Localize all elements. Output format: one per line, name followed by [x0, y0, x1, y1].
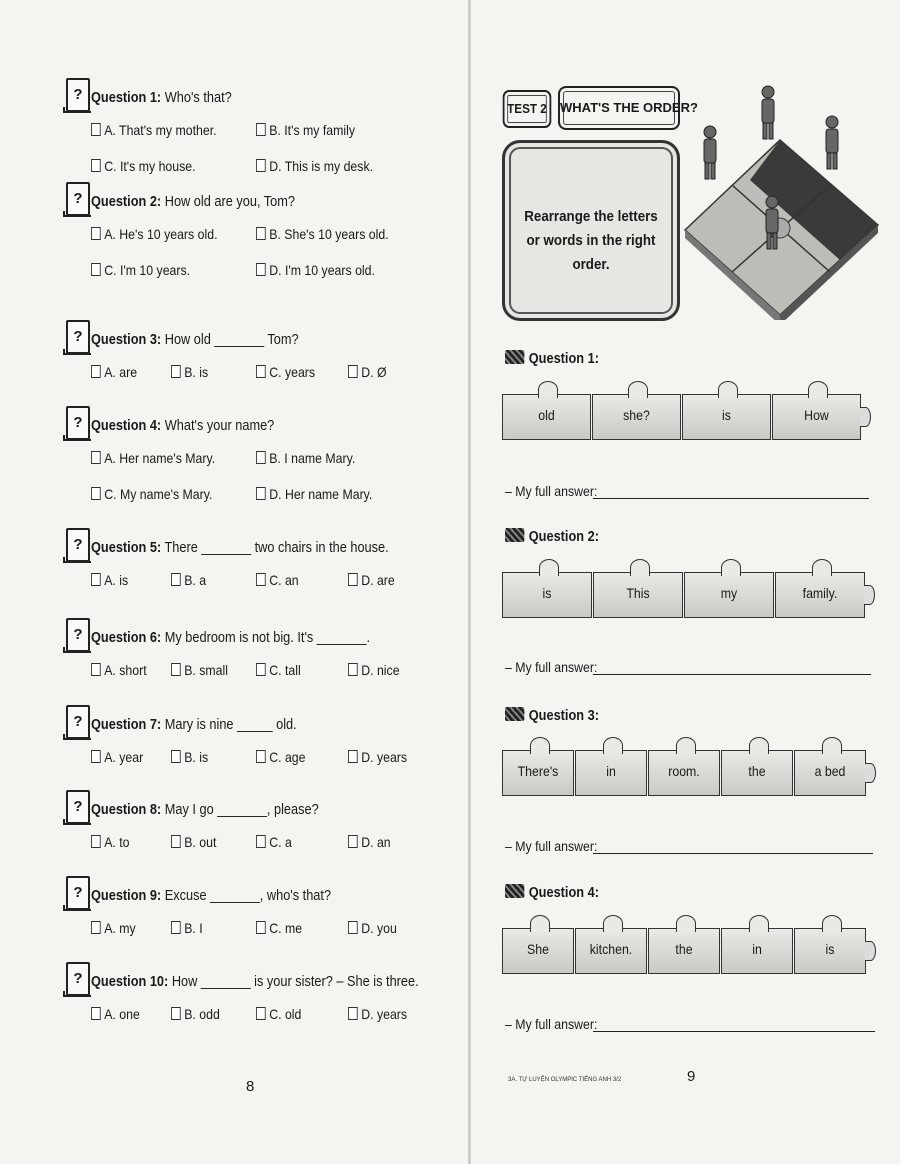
right-page-number: 9 — [687, 1068, 696, 1085]
question-text — [91, 90, 232, 106]
question-text — [91, 418, 274, 434]
option-label: D. you — [361, 920, 397, 936]
option-label: D. an — [361, 834, 391, 850]
option-d[interactable] — [256, 158, 373, 174]
answer-label: – My full answer: — [505, 838, 598, 854]
question-mark-icon: ? — [66, 705, 90, 739]
instruction-text: Rearrange the letters or words in the right order. — [524, 209, 658, 273]
option-label: C. an — [269, 572, 299, 588]
puzzle-word: kitchen. — [589, 941, 633, 957]
question-header — [66, 78, 456, 112]
option-b[interactable] — [171, 749, 208, 765]
option-label: A. year — [104, 749, 144, 765]
option-a[interactable] — [91, 572, 128, 588]
option-checkbox[interactable] — [348, 365, 358, 378]
piece-knob — [749, 915, 769, 932]
puzzle-question-title — [505, 528, 599, 545]
option-label: A. short — [104, 662, 147, 678]
option-b[interactable] — [171, 572, 206, 588]
option-c[interactable] — [91, 262, 190, 278]
option-label: D. years — [361, 1006, 408, 1022]
option-a[interactable] — [91, 920, 136, 936]
question-header — [66, 790, 456, 824]
answer-underline[interactable] — [593, 853, 873, 854]
puzzle-question-number: Question 3: — [528, 708, 599, 724]
question-text — [91, 540, 389, 556]
answer-options — [66, 112, 456, 182]
puzzle-piece-icon — [505, 707, 524, 721]
answer-field[interactable] — [505, 659, 871, 679]
question-prompt: May I go _______, please? — [161, 802, 319, 818]
puzzle-piece[interactable] — [648, 750, 720, 796]
puzzle-word: my — [720, 585, 738, 601]
option-checkbox[interactable] — [256, 921, 266, 934]
answer-options — [66, 354, 456, 390]
puzzle-word: in — [606, 763, 616, 779]
option-d[interactable] — [256, 262, 375, 278]
option-label: C. tall — [269, 662, 301, 678]
option-label: C. a — [269, 834, 292, 850]
option-checkbox[interactable] — [256, 159, 266, 172]
question-number: Question 1: — [91, 90, 162, 106]
piece-knob — [812, 559, 832, 576]
option-checkbox[interactable] — [171, 663, 181, 676]
option-checkbox[interactable] — [91, 365, 101, 378]
piece-knob — [822, 737, 842, 754]
answer-options — [66, 440, 456, 510]
question-number: Question 2: — [91, 194, 162, 210]
left-page-number: 8 — [246, 1078, 255, 1095]
option-checkbox[interactable] — [91, 663, 101, 676]
puzzle-piece-icon — [505, 528, 524, 542]
option-b[interactable] — [171, 1006, 220, 1022]
option-d[interactable] — [256, 486, 372, 502]
option-checkbox[interactable] — [91, 159, 101, 172]
option-b[interactable] — [256, 450, 355, 466]
question-text — [91, 802, 319, 818]
option-a[interactable] — [91, 834, 130, 850]
puzzle-piece[interactable] — [575, 928, 647, 974]
piece-knob — [603, 737, 623, 754]
piece-knob — [630, 559, 650, 576]
puzzle-piece[interactable] — [794, 750, 866, 796]
option-a[interactable] — [91, 662, 147, 678]
question-number: Question 3: — [91, 332, 162, 348]
option-checkbox[interactable] — [348, 663, 358, 676]
puzzle-word: old — [538, 407, 555, 423]
piece-knob — [808, 381, 828, 398]
question-mark-icon: ? — [66, 790, 90, 824]
option-label: B. odd — [184, 1006, 220, 1022]
puzzle-question-number: Question 1: — [528, 351, 599, 367]
footer-note: 3A. TỰ LUYỆN OLYMPIC TIẾNG ANH 3/2 — [508, 1077, 622, 1083]
puzzle-people-illustration — [680, 80, 880, 320]
puzzle-piece-icon — [505, 350, 524, 364]
question-number: Question 4: — [91, 418, 162, 434]
option-label: B. is — [184, 364, 209, 380]
question-1 — [66, 78, 456, 182]
option-checkbox[interactable] — [171, 1007, 181, 1020]
option-d[interactable] — [348, 572, 395, 588]
piece-knob — [530, 737, 550, 754]
option-label: B. a — [184, 572, 207, 588]
option-label: D. nice — [361, 662, 400, 678]
option-d[interactable] — [348, 662, 400, 678]
option-checkbox[interactable] — [348, 750, 358, 763]
option-label: C. old — [269, 1006, 302, 1022]
option-checkbox[interactable] — [256, 750, 266, 763]
answer-options — [66, 216, 456, 286]
puzzle-word: a bed — [814, 763, 846, 779]
option-label: B. small — [184, 662, 229, 678]
puzzle-piece[interactable] — [502, 750, 574, 796]
piece-tab — [865, 763, 876, 783]
question-mark-icon: ? — [66, 406, 90, 440]
puzzle-word: is — [825, 941, 835, 957]
puzzle-question-title — [505, 884, 599, 901]
answer-label: – My full answer: — [505, 483, 598, 499]
question-number: Question 6: — [91, 630, 162, 646]
option-a[interactable] — [91, 364, 137, 380]
option-label: C. years — [269, 364, 316, 380]
puzzle-word: room. — [668, 763, 700, 779]
puzzle-word: the — [748, 763, 766, 779]
puzzle-piece[interactable] — [772, 394, 861, 440]
question-text — [91, 974, 419, 990]
answer-field[interactable] — [505, 1016, 875, 1036]
option-label: A. my — [104, 920, 136, 936]
option-checkbox[interactable] — [256, 227, 266, 240]
piece-knob — [628, 381, 648, 398]
option-label: B. I name Mary. — [269, 450, 356, 466]
option-checkbox[interactable] — [171, 365, 181, 378]
option-checkbox[interactable] — [256, 451, 266, 464]
option-label: A. one — [104, 1006, 140, 1022]
question-9 — [66, 876, 456, 946]
option-checkbox[interactable] — [348, 921, 358, 934]
question-3 — [66, 320, 456, 390]
puzzle-piece[interactable] — [502, 928, 574, 974]
puzzle-piece[interactable] — [794, 928, 866, 974]
puzzle-piece-icon — [505, 884, 524, 898]
option-checkbox[interactable] — [171, 835, 181, 848]
test-label: TEST 2 — [503, 90, 552, 128]
option-label: D. years — [361, 749, 408, 765]
piece-knob — [718, 381, 738, 398]
option-checkbox[interactable] — [91, 750, 101, 763]
option-b[interactable] — [171, 920, 203, 936]
answer-field[interactable] — [505, 838, 873, 858]
option-checkbox[interactable] — [91, 227, 101, 240]
puzzle-word: family. — [802, 585, 838, 601]
option-checkbox[interactable] — [91, 263, 101, 276]
puzzle-word: in — [752, 941, 762, 957]
question-header — [66, 320, 456, 354]
option-label: A. is — [104, 572, 129, 588]
puzzle-question-number: Question 2: — [528, 529, 599, 545]
answer-options — [66, 996, 456, 1032]
question-prompt: Excuse _______, who's that? — [161, 888, 332, 904]
puzzle-piece[interactable] — [775, 572, 865, 618]
option-b[interactable] — [171, 662, 228, 678]
option-c[interactable] — [256, 364, 315, 380]
question-number: Question 8: — [91, 802, 162, 818]
piece-knob — [603, 915, 623, 932]
option-label: A. to — [104, 834, 130, 850]
option-b[interactable] — [171, 834, 216, 850]
puzzle-question-number: Question 4: — [528, 885, 599, 901]
option-a[interactable] — [91, 226, 217, 242]
piece-knob — [539, 559, 559, 576]
question-number: Question 5: — [91, 540, 162, 556]
puzzle-piece[interactable] — [721, 750, 793, 796]
piece-knob — [822, 915, 842, 932]
puzzle-row — [502, 572, 866, 618]
option-label: D. Her name Mary. — [269, 486, 373, 502]
piece-tab — [865, 941, 876, 961]
question-number: Question 7: — [91, 717, 162, 733]
puzzle-word: is — [542, 585, 552, 601]
option-c[interactable] — [256, 572, 299, 588]
puzzle-piece[interactable] — [502, 394, 591, 440]
puzzle-row — [502, 394, 864, 440]
answer-label: – My full answer: — [505, 1016, 598, 1032]
option-label: C. My name's Mary. — [104, 486, 213, 502]
puzzle-word: How — [804, 407, 829, 423]
piece-knob — [721, 559, 741, 576]
question-prompt: How old _______ Tom? — [161, 332, 299, 348]
answer-options — [66, 910, 456, 946]
option-checkbox[interactable] — [171, 573, 181, 586]
option-label: B. She's 10 years old. — [269, 226, 389, 242]
answer-options — [66, 652, 456, 688]
option-b[interactable] — [256, 122, 355, 138]
question-mark-icon: ? — [66, 528, 90, 562]
option-checkbox[interactable] — [256, 263, 266, 276]
option-label: D. are — [361, 572, 395, 588]
puzzle-piece[interactable] — [684, 572, 774, 618]
option-label: B. is — [184, 749, 209, 765]
option-c[interactable] — [91, 486, 212, 502]
instruction-box — [502, 140, 680, 321]
page-gutter — [468, 0, 471, 1164]
question-2 — [66, 182, 456, 286]
option-c[interactable] — [256, 920, 302, 936]
answer-options — [66, 562, 456, 598]
option-checkbox[interactable] — [256, 573, 266, 586]
option-checkbox[interactable] — [256, 1007, 266, 1020]
question-header — [66, 705, 456, 739]
option-label: D. Ø — [361, 364, 387, 380]
piece-tab — [860, 407, 871, 427]
option-d[interactable] — [348, 749, 407, 765]
piece-knob — [676, 737, 696, 754]
question-prompt: How _______ is your sister? – She is three. — [168, 974, 419, 990]
option-label: B. I — [184, 920, 203, 936]
question-text — [91, 888, 331, 904]
option-b[interactable] — [171, 364, 208, 380]
option-checkbox[interactable] — [256, 835, 266, 848]
question-7 — [66, 705, 456, 775]
puzzle-row — [502, 750, 868, 796]
option-c[interactable] — [256, 1006, 301, 1022]
option-checkbox[interactable] — [256, 663, 266, 676]
question-prompt: Mary is nine _____ old. — [161, 717, 297, 733]
question-text — [91, 717, 297, 733]
option-b[interactable] — [256, 226, 389, 242]
question-header — [66, 182, 456, 216]
answer-underline[interactable] — [593, 498, 869, 499]
puzzle-word: There's — [517, 763, 559, 779]
option-a[interactable] — [91, 450, 215, 466]
question-number: Question 9: — [91, 888, 162, 904]
option-checkbox[interactable] — [91, 921, 101, 934]
question-header — [66, 618, 456, 652]
question-header — [66, 406, 456, 440]
question-8 — [66, 790, 456, 860]
option-label: C. It's my house. — [104, 158, 196, 174]
piece-knob — [538, 381, 558, 398]
option-label: A. He's 10 years old. — [104, 226, 218, 242]
question-mark-icon: ? — [66, 876, 90, 910]
option-a[interactable] — [91, 749, 143, 765]
option-checkbox[interactable] — [91, 835, 101, 848]
puzzle-piece[interactable] — [592, 394, 681, 440]
option-label: A. Her name's Mary. — [104, 450, 216, 466]
question-mark-icon: ? — [66, 320, 90, 354]
puzzle-piece[interactable] — [593, 572, 683, 618]
option-d[interactable] — [348, 834, 391, 850]
option-checkbox[interactable] — [171, 750, 181, 763]
option-checkbox[interactable] — [91, 123, 101, 136]
question-prompt: My bedroom is not big. It's _______. — [161, 630, 371, 646]
option-label: B. out — [184, 834, 217, 850]
answer-underline[interactable] — [593, 674, 871, 675]
option-label: B. It's my family — [269, 122, 356, 138]
option-c[interactable] — [256, 749, 306, 765]
puzzle-piece[interactable] — [648, 928, 720, 974]
answer-label: – My full answer: — [505, 659, 598, 675]
question-mark-icon: ? — [66, 962, 90, 996]
puzzle-word: she? — [623, 407, 650, 423]
option-label: D. This is my desk. — [269, 158, 374, 174]
option-checkbox[interactable] — [348, 1007, 358, 1020]
puzzle-piece[interactable] — [502, 572, 592, 618]
option-c[interactable] — [256, 834, 292, 850]
option-checkbox[interactable] — [91, 1007, 101, 1020]
option-label: A. are — [104, 364, 138, 380]
puzzle-word: the — [675, 941, 693, 957]
puzzle-row — [502, 928, 870, 974]
option-checkbox[interactable] — [256, 123, 266, 136]
question-header — [66, 962, 456, 996]
puzzle-question-title — [505, 707, 599, 724]
puzzle-word: is — [722, 407, 731, 423]
answer-options — [66, 824, 456, 860]
question-prompt: Who's that? — [161, 90, 232, 106]
option-checkbox[interactable] — [91, 487, 101, 500]
option-label: C. age — [269, 749, 306, 765]
question-mark-icon: ? — [66, 78, 90, 112]
option-checkbox[interactable] — [91, 573, 101, 586]
question-mark-icon: ? — [66, 618, 90, 652]
option-label: A. That's my mother. — [104, 122, 217, 138]
piece-tab — [864, 585, 875, 605]
answer-options — [66, 739, 456, 775]
puzzle-word: This — [626, 585, 650, 601]
option-c[interactable] — [91, 158, 196, 174]
question-number: Question 10: — [91, 974, 169, 990]
option-label: C. I'm 10 years. — [104, 262, 191, 278]
puzzle-word: She — [527, 941, 549, 957]
question-text — [91, 332, 299, 348]
option-checkbox[interactable] — [171, 921, 181, 934]
piece-knob — [530, 915, 550, 932]
option-c[interactable] — [256, 662, 301, 678]
section-title: WHAT'S THE ORDER? — [558, 86, 680, 130]
option-a[interactable] — [91, 1006, 140, 1022]
option-a[interactable] — [91, 122, 217, 138]
question-text — [91, 194, 295, 210]
option-checkbox[interactable] — [348, 835, 358, 848]
question-header — [66, 528, 456, 562]
piece-knob — [749, 737, 769, 754]
answer-underline[interactable] — [593, 1031, 875, 1032]
answer-field[interactable] — [505, 483, 869, 503]
question-5 — [66, 528, 456, 598]
option-checkbox[interactable] — [348, 573, 358, 586]
question-text — [91, 630, 370, 646]
option-checkbox[interactable] — [256, 365, 266, 378]
question-prompt: What's your name? — [161, 418, 275, 434]
option-d[interactable] — [348, 364, 387, 380]
question-4 — [66, 406, 456, 510]
question-header — [66, 876, 456, 910]
question-prompt: How old are you, Tom? — [161, 194, 296, 210]
puzzle-piece[interactable] — [682, 394, 771, 440]
option-label: D. I'm 10 years old. — [269, 262, 375, 278]
question-mark-icon: ? — [66, 182, 90, 216]
option-d[interactable] — [348, 920, 397, 936]
option-label: C. me — [269, 920, 303, 936]
puzzle-piece[interactable] — [575, 750, 647, 796]
question-6 — [66, 618, 456, 688]
option-checkbox[interactable] — [256, 487, 266, 500]
option-checkbox[interactable] — [91, 451, 101, 464]
piece-knob — [676, 915, 696, 932]
option-d[interactable] — [348, 1006, 407, 1022]
puzzle-question-title — [505, 350, 599, 367]
question-prompt: There _______ two chairs in the house. — [161, 540, 389, 556]
puzzle-piece[interactable] — [721, 928, 793, 974]
question-10 — [66, 962, 456, 1032]
